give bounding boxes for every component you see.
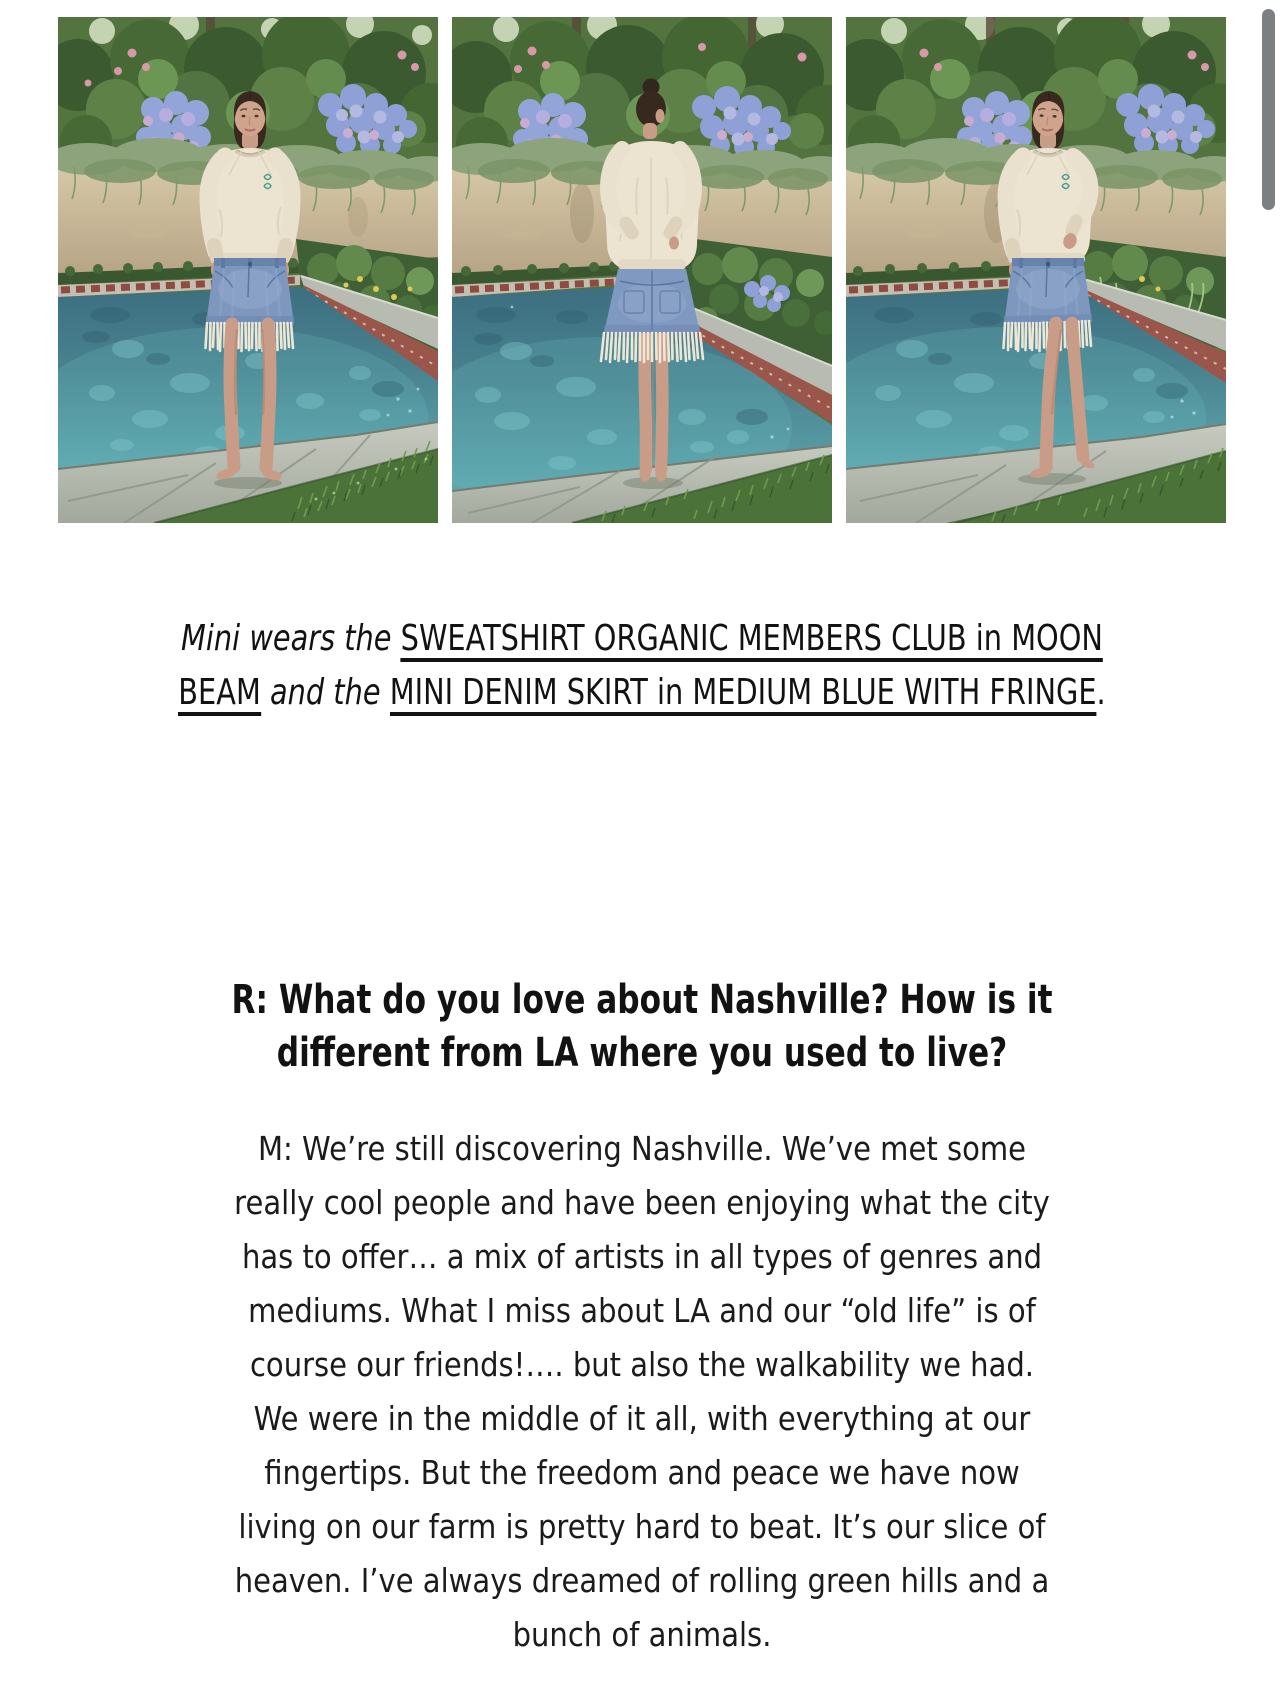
link-sweatshirt-product-continued[interactable]: BEAM: [178, 674, 261, 716]
answer-line: bunch of animals.: [512, 1615, 772, 1654]
interview-question: [141, 974, 1143, 1080]
photo-model-side: [846, 17, 1226, 523]
answer-line: heaven. I’ve always dreamed of rolling green hills and a: [234, 1561, 1050, 1600]
caption-middle: and the: [269, 672, 381, 713]
photo-caption: [128, 612, 1155, 720]
link-denim-skirt-product[interactable]: MINI DENIM SKIRT in MEDIUM BLUE WITH FRINGE: [390, 674, 1097, 716]
caption-line-1: [128, 612, 1155, 666]
answer-line: course our friends!…. but also the walkability we had.: [249, 1345, 1035, 1384]
answer-line: fingertips. But the freedom and peace we have now: [264, 1453, 1020, 1492]
caption-suffix: .: [1096, 672, 1106, 713]
answer-line: mediums. What I miss about LA and our “old life” is of: [248, 1291, 1036, 1330]
caption-prefix: Mini wears the: [181, 618, 392, 659]
photo-model-back: [452, 17, 832, 523]
answer-line: We were in the middle of it all, with everything at our: [253, 1399, 1031, 1438]
scrollbar-thumb[interactable]: [1262, 9, 1275, 210]
photo-model-front: [58, 17, 438, 523]
answer-line: living on our farm is pretty hard to beat. It’s our slice of: [238, 1507, 1046, 1546]
question-line: R: What do you love about Nashville? How is it: [231, 977, 1053, 1023]
question-line: different from LA where you used to live?: [276, 1030, 1008, 1076]
photo-gallery: [58, 17, 1226, 523]
answer-line: M: We’re still discovering Nashville. We’ve met some: [257, 1129, 1027, 1168]
caption-line-2: [128, 666, 1155, 720]
link-sweatshirt-product[interactable]: SWEATSHIRT ORGANIC MEMBERS CLUB in MOON: [401, 620, 1103, 662]
answer-line: really cool people and have been enjoying what the city: [234, 1183, 1050, 1222]
interview-answer: [77, 1122, 1207, 1662]
answer-line: has to offer… a mix of artists in all types of genres and: [241, 1237, 1043, 1276]
